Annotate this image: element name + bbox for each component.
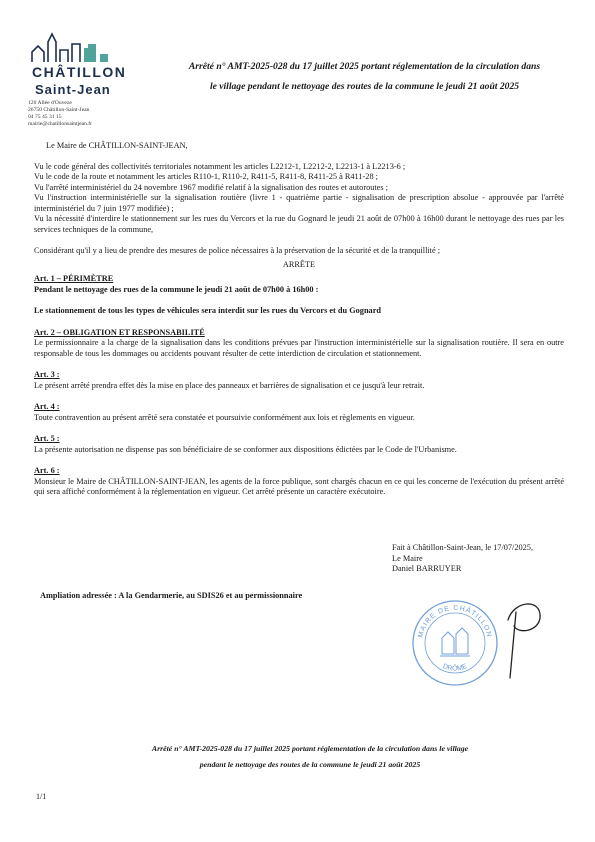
- signatory-role: Le Maire: [392, 553, 423, 563]
- official-stamp: [410, 598, 500, 688]
- title-line-2: le village pendant le nettoyage des routes de la commune le jeudi 21 août 2025: [209, 81, 520, 92]
- article-6-text: Monsieur le Maire de CHÂTILLON-SAINT-JEAN, les agents de la force publique, sont chargés chacun en ce qui les concerne de l'exécution du présent arrêté qui sera affiché conformément à la réglementation en vigueur. Cet arrêté présente un caractère exécutoire.: [34, 476, 564, 496]
- article-2-title: Art. 2 – OBLIGATION ET RESPONSABILITÉ: [34, 327, 205, 337]
- document-body: [34, 141, 564, 498]
- stamp-text-bottom: DRÔME: [441, 663, 469, 673]
- ampliation: Ampliation adressée : A la Gendarmerie, au SDIS26 et au permissionnaire: [40, 591, 303, 600]
- address-block: [28, 100, 92, 128]
- article-2-text: Le permissionnaire a la charge de la signalisation dans les conditions prévues par l'instruction interministérielle sur la signalisation routière. Il sera en outre responsable de tous les dommages ou accidents pouvant résulter de cette interdiction de circulation et stationnement.: [34, 338, 564, 358]
- article-1-line-2: Le stationnement de tous les types de véhicules sera interdit sur les rues du Vercors et du Gognard: [34, 306, 382, 315]
- place-date: Fait à Châtillon-Saint-Jean, le 17/07/2025,: [392, 543, 534, 552]
- signatory-name: Daniel BARRUYER: [392, 564, 462, 573]
- phone-line: 04 75 45 31 15: [28, 114, 62, 120]
- brand-line-1: CHÂTILLON: [32, 64, 127, 80]
- document-title: [152, 57, 577, 97]
- stamp-text-top: MAIRE DE CHÂTILLON: [417, 604, 493, 639]
- article-3-title: Art. 3 :: [34, 370, 60, 379]
- article-1-line-1: Pendant le nettoyage des rues de la commune le jeudi 21 août de 07h00 à 16h00 :: [34, 284, 319, 294]
- seal-icon: [410, 598, 500, 688]
- article-3-text: Le présent arrêté prendra effet dès la mise en place des panneaux et barrières de signalisation et ce jusqu'à leur retrait.: [34, 380, 425, 390]
- article-5-text: La présente autorisation ne dispense pas son bénéficiaire de se conformer aux dispositions édictées par le Code de l'Urbanisme.: [34, 444, 457, 454]
- vu-line: Vu l'instruction interministérielle sur la signalisation routière (livre 1 - quatrième partie - signalisation de prescription absolue - approuvée par l'arrêté interministériel du 7 juin 1977 modifiée) ;: [34, 193, 564, 213]
- vu-line: Vu le code de la route et notamment les articles R110-1, R110-2, R411-5, R411-8, R411-25 à R411-28 ;: [34, 172, 378, 181]
- page-number: 1/1: [36, 792, 47, 801]
- considerant: Considérant qu'il y a lieu de prendre des mesures de police nécessaires à la préservation de la sécurité et de la tranquillité ;: [34, 246, 441, 255]
- address-line: 120 Allée d'Ouveze: [28, 100, 72, 106]
- signature-block: [392, 543, 533, 575]
- article-5-title: Art. 5 :: [34, 434, 60, 443]
- vu-line: Vu le code général des collectivités territoriales notamment les articles L2212-1, L2212-2, L2213-1 à L2213-6 ;: [34, 161, 406, 171]
- footer-line-1: Arrêté n° AMT-2025-028 du 17 juillet 2025 portant réglementation de la circulation dans le village: [151, 744, 469, 753]
- arrete-heading: ARRÊTE: [282, 259, 316, 269]
- email-line: mairie@chatillonsaintjean.fr: [28, 121, 93, 127]
- address-line: 26750 Châtillon-Saint-Jean: [28, 107, 90, 113]
- footer-line-2: pendant le nettoyage des routes de la commune le jeudi 21 août 2025: [199, 760, 421, 769]
- article-6-title: Art. 6 :: [34, 466, 60, 475]
- article-4-text: Toute contravention au présent arrêté sera constatée et poursuivie conformément aux lois et règlements en vigueur.: [34, 412, 415, 422]
- vu-line: Vu l'arrêté interministériel du 24 novembre 1967 modifié relatif à la signalisation des routes et autoroutes ;: [34, 182, 388, 192]
- article-4-title: Art. 4 :: [34, 402, 60, 411]
- maire-heading: Le Maire de CHÂTILLON-SAINT-JEAN,: [46, 141, 188, 150]
- brand-line-2: Saint-Jean: [35, 82, 111, 97]
- vu-line: Vu la nécessité d'interdire le stationnement sur les rues du Vercors et la rue du Gognard le jeudi 21 août de 07h00 à 16h00 durant le nettoyage des rues par les services techniques de la commune,: [34, 214, 564, 234]
- page-footer: [115, 741, 505, 773]
- handwritten-signature: [496, 592, 556, 682]
- article-1-title: Art. 1 – PÉRIMÈTRE: [34, 274, 114, 283]
- village-skyline-icon: [28, 30, 138, 66]
- signature-icon: [496, 592, 556, 682]
- title-line-1: Arrêté n° AMT-2025-028 du 17 juillet 2025 portant réglementation de la circulation dans: [188, 61, 541, 72]
